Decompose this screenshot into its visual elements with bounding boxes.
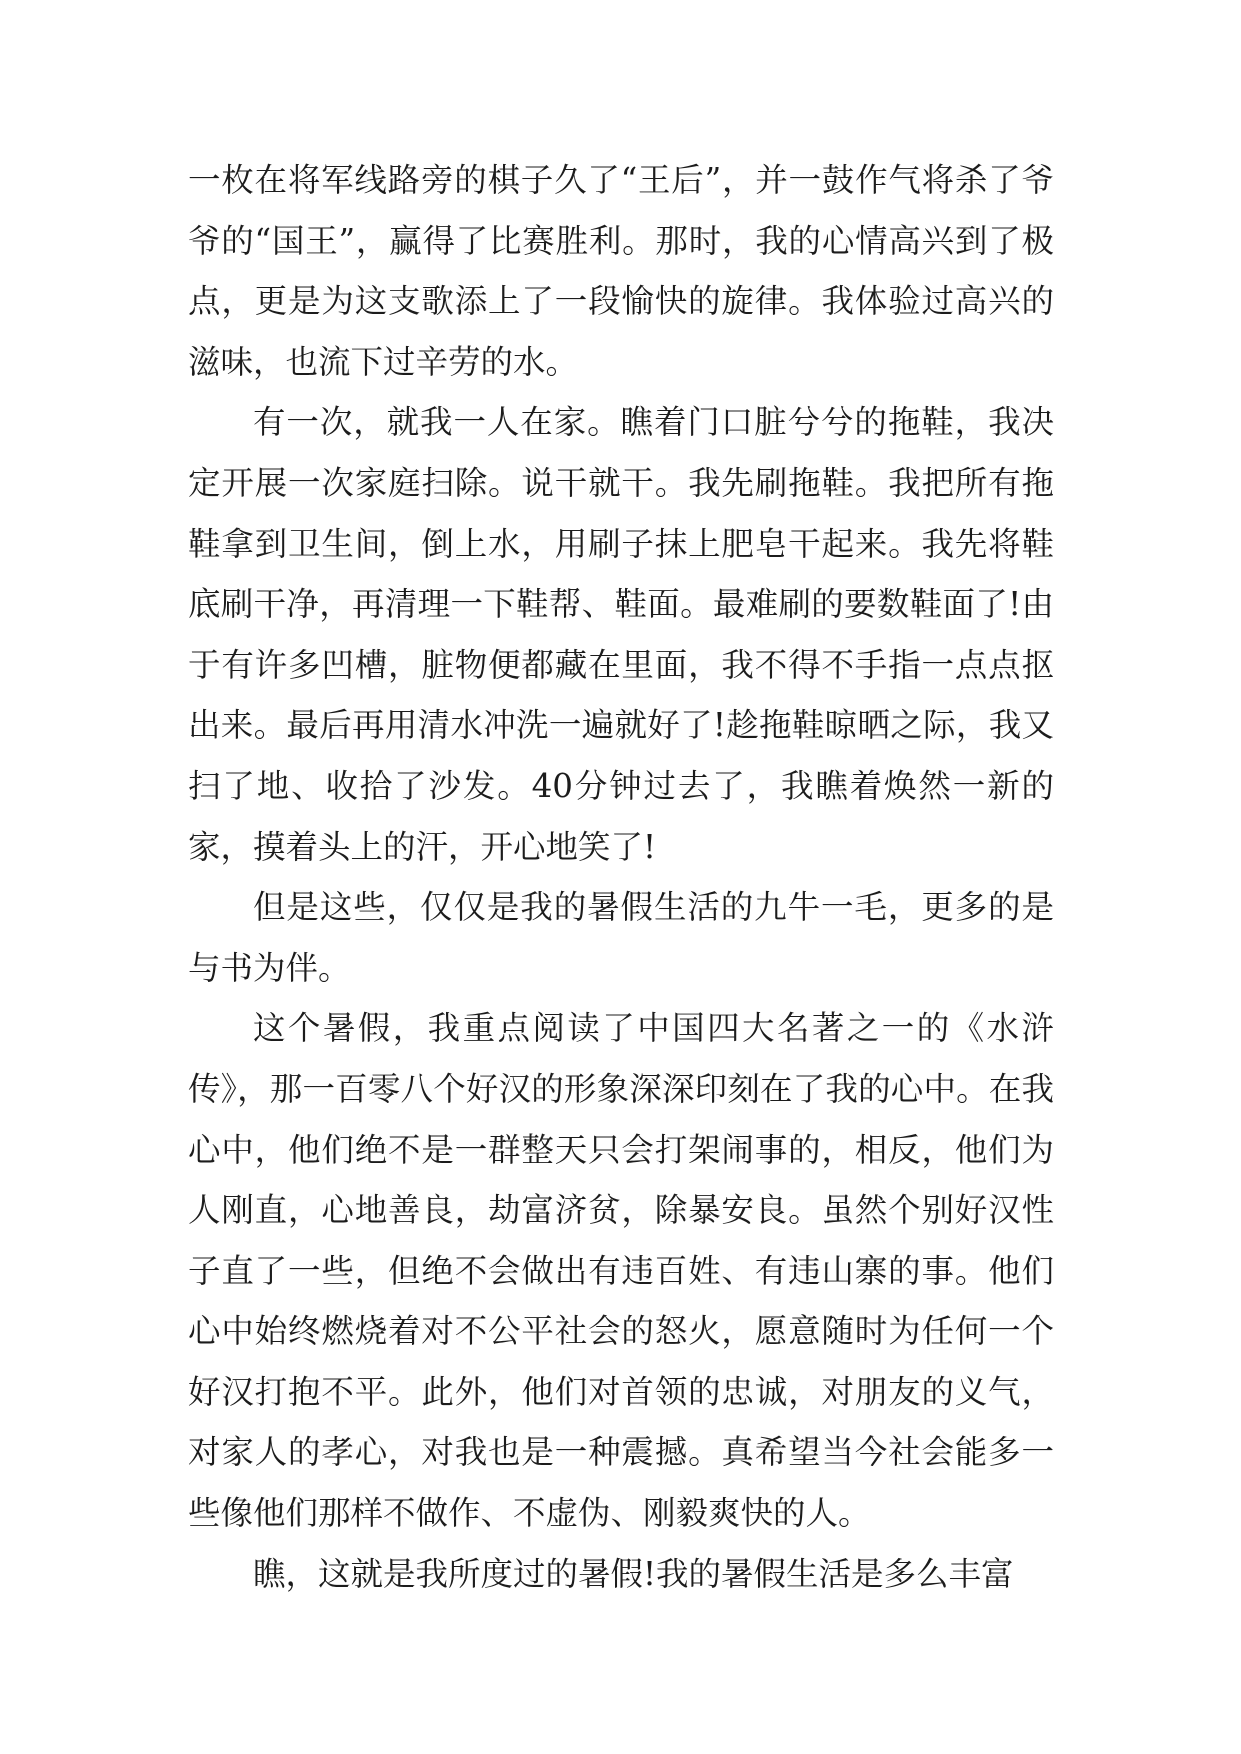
paragraph-water-margin: 这个暑假，我重点阅读了中国四大名著之一的《水浒传》，那一百零八个好汉的形象深深印刻在了我的心中。在我心中，他们绝不是一群整天只会打架闹事的，相反，他们为人刚直，心地善良，劫富济贫，除暴安良。虽然个别好汉性子直了一些，但绝不会做出有违百姓、有违山寨的事。他们心中始终燃烧着对不公平社会的怒火，愿意随时为任何一个好汉打抱不平。此外，他们对首领的忠诚，对朋友的义气，对家人的孝心，对我也是一种震撼。真希望当今社会能多一些像他们那样不做作、不虚伪、刚毅爽快的人。: [188, 1009, 1054, 1533]
paragraph-conclusion: 瞧，这就是我所度过的暑假!我的暑假生活是多么丰富: [253, 1554, 1014, 1593]
essay-body: [188, 150, 1054, 1604]
paragraph-reading-intro: 但是这些，仅仅是我的暑假生活的九牛一毛，更多的是与书为伴。: [188, 888, 1054, 987]
paragraph-continuation: 一枚在将军线路旁的棋子久了“王后”，并一鼓作气将杀了爷爷的“国王”，赢得了比赛胜利。那时，我的心情高兴到了极点，更是为这支歌添上了一段愉快的旋律。我体验过高兴的滋味，也流下过辛劳的水。: [188, 161, 1054, 381]
paragraph-house-cleaning: 有一次，就我一人在家。瞧着门口脏兮兮的拖鞋，我决定开展一次家庭扫除。说干就干。我先刷拖鞋。我把所有拖鞋拿到卫生间，倒上水，用刷子抹上肥皂干起来。我先将鞋底刷干净，再清理一下鞋帮、鞋面。最难刷的要数鞋面了!由于有许多凹槽，脏物便都藏在里面，我不得不手指一点点抠出来。最后再用清水冲洗一遍就好了!趁拖鞋晾晒之际，我又扫了地、收拾了沙发。40分钟过去了，我瞧着焕然一新的家，摸着头上的汗，开心地笑了!: [188, 403, 1054, 866]
